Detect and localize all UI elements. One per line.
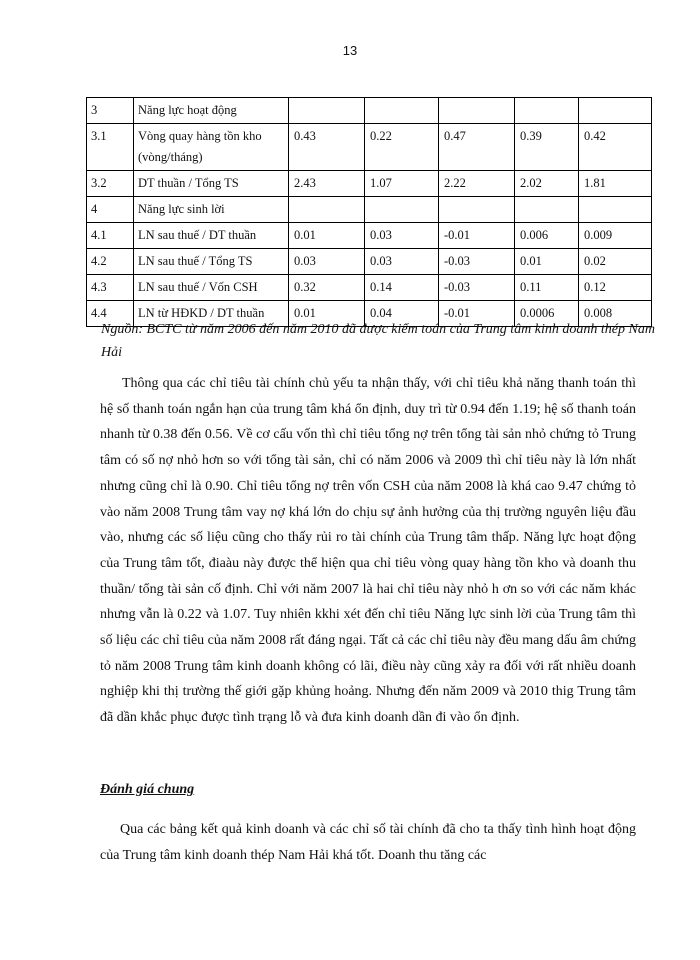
table-row [87, 124, 652, 171]
table-row [87, 249, 652, 275]
summary-paragraph: Qua các bảng kết quả kinh doanh và các chỉ số tài chính đã cho ta thấy tình hình hoạt động của Trung tâm kinh doanh thép Nam Hải khá tốt. Doanh thu tăng các [100, 822, 636, 863]
value-cell [439, 197, 515, 223]
value-cell: 0.0006 [515, 301, 579, 327]
financial-ratios-table [86, 97, 652, 327]
row-id-cell: 4.2 [87, 249, 134, 275]
value-cell: 0.04 [365, 301, 439, 327]
value-cell: -0.01 [439, 301, 515, 327]
value-cell: 0.22 [365, 124, 439, 171]
value-cell: 0.02 [579, 249, 652, 275]
value-cell: 0.008 [579, 301, 652, 327]
row-id-cell: 3.2 [87, 171, 134, 197]
value-cell [365, 98, 439, 124]
row-id-cell: 4 [87, 197, 134, 223]
value-cell: 0.009 [579, 223, 652, 249]
row-id-cell: 4.3 [87, 275, 134, 301]
table-row [87, 98, 652, 124]
value-cell [515, 197, 579, 223]
page-number: 13 [342, 43, 358, 58]
value-cell: 0.42 [579, 124, 652, 171]
value-cell [365, 197, 439, 223]
row-id-cell: 3.1 [87, 124, 134, 171]
value-cell: 0.32 [289, 275, 365, 301]
value-cell: 0.11 [515, 275, 579, 301]
value-cell: 0.01 [289, 301, 365, 327]
value-cell: -0.01 [439, 223, 515, 249]
analysis-paragraph: Thông qua các chỉ tiêu tài chính chủ yếu ta nhận thấy, với chỉ tiêu khả năng thanh toán thì hệ số thanh toán ngắn hạn của trung tâm khá ổn định, duy trì từ 0.94 đến 1.19; hệ số thanh toán nhanh từ 0.38 đến 0.56. Về cơ cấu vốn thì chỉ tiêu tổng nợ trên tổng tài sản nhỏ chứng tỏ Trung tâm có số nợ nhỏ hơn so với tổng tài sản, chỉ có năm 2006 và 2009 thì chỉ tiêu này là lớn nhất nhưng cũng chỉ là 0.90. Chỉ tiêu tổng nợ trên vốn CSH của năm 2008 là khá cao 9.47 chứng tỏ vào năm 2008 Trung tâm vay nợ khá lớn do chịu sự ảnh hưởng của thị trường nguyên liệu đầu vào, nhưng các số liệu cũng cho thấy rủi ro tài chính của Trung tâm thấp. Năng lực hoạt động của Trung tâm tốt, điaàu này được thể hiện qua chỉ tiêu vòng quay hàng tồn kho và doanh thu thuần/ tổng tài sản cố định. Chỉ với năm 2007 là hai chỉ tiêu này nhỏ h ơn so với các năm khác nhưng vẫn là 0.22 và 1.07. Tuy nhiên kkhi xét đến chỉ tiêu Năng lực sinh lời của Trung tâm thì số liệu các chỉ tiêu của năm 2008 rất đáng ngại. Tất cả các chỉ tiêu này đều mang dấu âm chứng tỏ năm 2008 Trung tâm kinh doanh không có lãi, điều này cũng xảy ra đối với rất nhiều doanh nghiệp khi thị trường thế giới gặp khủng hoảng. Nhưng đến năm 2009 và 2010 thig Trung tâm đã dần khắc phục được tình trạng lỗ và đưa kinh doanh dần đi vào ổn định. [100, 376, 637, 726]
value-cell [289, 98, 365, 124]
row-label-cell: DT thuần / Tổng TS [134, 171, 289, 197]
value-cell: 2.02 [515, 171, 579, 197]
value-cell: 0.006 [515, 223, 579, 249]
value-cell [289, 197, 365, 223]
value-cell [579, 197, 652, 223]
source-note: Nguồn: BCTC từ năm 2006 đến năm 2010 đã được kiểm toán của Trung tâm kinh doanh thép Nam Hải [101, 322, 655, 360]
row-label-cell: LN sau thuế / Tổng TS [134, 249, 289, 275]
value-cell: 0.43 [289, 124, 365, 171]
value-cell: 1.81 [579, 171, 652, 197]
table-row [87, 171, 652, 197]
row-id-cell: 3 [87, 98, 134, 124]
value-cell [579, 98, 652, 124]
table-row [87, 275, 652, 301]
value-cell: 0.12 [579, 275, 652, 301]
value-cell: 0.03 [365, 249, 439, 275]
table-row [87, 223, 652, 249]
row-id-cell: 4.4 [87, 301, 134, 327]
value-cell: 0.39 [515, 124, 579, 171]
value-cell: 0.47 [439, 124, 515, 171]
section-heading: Đánh giá chung [100, 782, 195, 797]
value-cell: 2.43 [289, 171, 365, 197]
value-cell: 0.01 [515, 249, 579, 275]
value-cell: 0.03 [289, 249, 365, 275]
value-cell: -0.03 [439, 249, 515, 275]
value-cell: 2.22 [439, 171, 515, 197]
row-label-cell: LN sau thuế / Vốn CSH [134, 275, 289, 301]
row-label-cell: LN từ HĐKD / DT thuần [134, 301, 289, 327]
value-cell [439, 98, 515, 124]
row-id-cell: 4.1 [87, 223, 134, 249]
value-cell: 1.07 [365, 171, 439, 197]
value-cell [515, 98, 579, 124]
value-cell: 0.14 [365, 275, 439, 301]
row-label-cell: LN sau thuế / DT thuần [134, 223, 289, 249]
value-cell: -0.03 [439, 275, 515, 301]
value-cell: 0.01 [289, 223, 365, 249]
value-cell: 0.03 [365, 223, 439, 249]
row-label-cell: Vòng quay hàng tồn kho (vòng/tháng) [134, 124, 289, 171]
table-row [87, 197, 652, 223]
row-label-cell: Năng lực sinh lời [134, 197, 289, 223]
row-label-cell: Năng lực hoạt động [134, 98, 289, 124]
